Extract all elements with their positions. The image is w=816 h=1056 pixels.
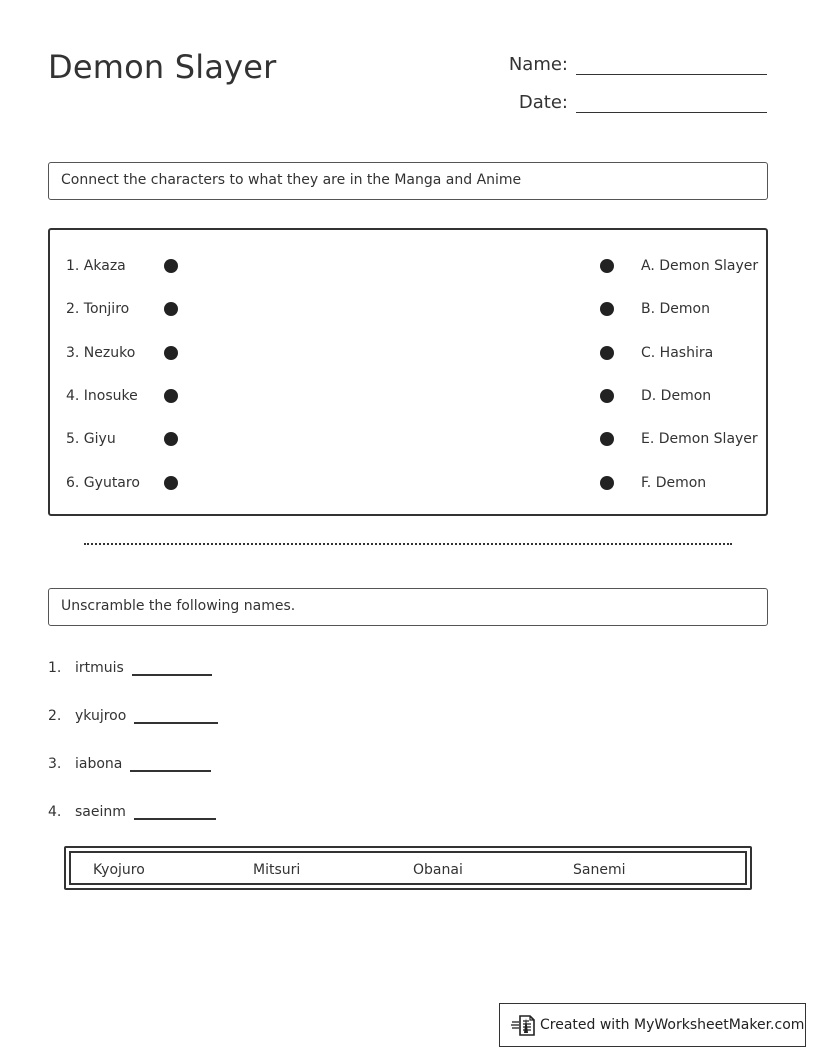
item-number: 3. <box>48 756 62 772</box>
date-field <box>496 92 767 113</box>
match-row <box>50 256 766 276</box>
matching-box <box>48 228 768 516</box>
word-bank-item: Kyojuro <box>93 862 145 878</box>
right-connect-dot[interactable] <box>600 432 614 446</box>
date-line[interactable] <box>576 93 767 113</box>
unscramble-instructions: Unscramble the following names. <box>48 588 768 626</box>
match-row <box>50 386 766 406</box>
word-bank-inner <box>69 851 747 885</box>
character-label: 2. Tonjiro <box>66 301 130 317</box>
word-bank-item: Obanai <box>413 862 463 878</box>
left-connect-dot[interactable] <box>164 346 178 360</box>
match-row <box>50 429 766 449</box>
name-field <box>496 54 767 75</box>
item-number: 2. <box>48 708 62 724</box>
match-row <box>50 343 766 363</box>
category-label: C. Hashira <box>641 345 714 361</box>
right-connect-dot[interactable] <box>600 476 614 490</box>
name-line[interactable] <box>576 55 767 75</box>
scrambled-word: saeinm <box>75 804 126 820</box>
word-bank <box>64 846 752 890</box>
item-number: 4. <box>48 804 62 820</box>
worksheet-maker-logo-icon <box>510 1012 536 1038</box>
word-bank-item: Mitsuri <box>253 862 301 878</box>
date-label: Date: <box>518 92 568 113</box>
unscramble-item <box>48 702 218 724</box>
answer-line[interactable] <box>130 758 211 772</box>
page-title: Demon Slayer <box>48 48 277 86</box>
matching-instructions: Connect the characters to what they are in the Manga and Anime <box>48 162 768 200</box>
right-connect-dot[interactable] <box>600 302 614 316</box>
right-connect-dot[interactable] <box>600 259 614 273</box>
character-label: 4. Inosuke <box>66 388 138 404</box>
dotted-divider <box>84 543 732 545</box>
category-label: E. Demon Slayer <box>641 431 758 447</box>
character-label: 3. Nezuko <box>66 345 136 361</box>
category-label: D. Demon <box>641 388 712 404</box>
match-row <box>50 299 766 319</box>
category-label: A. Demon Slayer <box>641 258 759 274</box>
unscramble-item <box>48 654 212 676</box>
left-connect-dot[interactable] <box>164 476 178 490</box>
category-label: B. Demon <box>641 301 710 317</box>
word-bank-item: Sanemi <box>573 862 626 878</box>
answer-line[interactable] <box>134 806 216 820</box>
left-connect-dot[interactable] <box>164 302 178 316</box>
match-row <box>50 473 766 493</box>
footer-credit[interactable] <box>499 1003 806 1047</box>
character-label: 1. Akaza <box>66 258 126 274</box>
answer-line[interactable] <box>132 662 212 676</box>
name-label: Name: <box>508 54 568 75</box>
right-connect-dot[interactable] <box>600 389 614 403</box>
left-connect-dot[interactable] <box>164 432 178 446</box>
character-label: 6. Gyutaro <box>66 475 140 491</box>
footer-text: Created with MyWorksheetMaker.com <box>540 1017 805 1033</box>
scrambled-word: ykujroo <box>75 708 127 724</box>
left-connect-dot[interactable] <box>164 389 178 403</box>
scrambled-word: iabona <box>75 756 123 772</box>
scrambled-word: irtmuis <box>75 660 124 676</box>
answer-line[interactable] <box>134 710 218 724</box>
right-connect-dot[interactable] <box>600 346 614 360</box>
character-label: 5. Giyu <box>66 431 116 447</box>
category-label: F. Demon <box>641 475 707 491</box>
left-connect-dot[interactable] <box>164 259 178 273</box>
unscramble-item <box>48 798 216 820</box>
item-number: 1. <box>48 660 62 676</box>
unscramble-item <box>48 750 211 772</box>
